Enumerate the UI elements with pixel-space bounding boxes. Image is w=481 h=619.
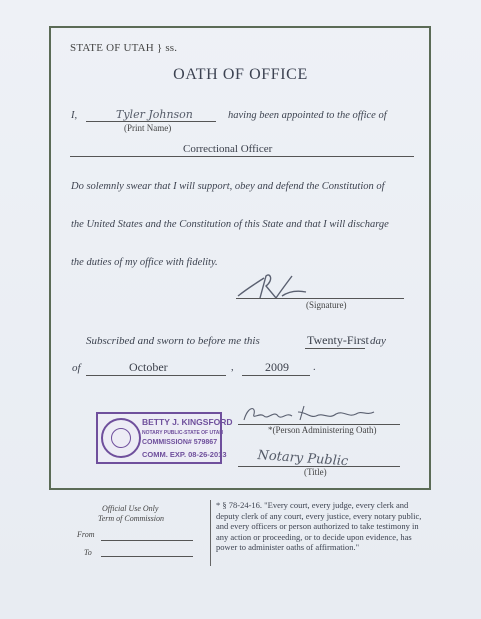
year-period: . — [313, 362, 316, 373]
stamp-line-1: NOTARY PUBLIC-STATE OF UTAH — [142, 430, 224, 436]
year-underline — [242, 375, 310, 376]
to-underline[interactable] — [101, 556, 193, 557]
stamp-name: BETTY J. KINGSFORD — [142, 417, 233, 427]
sworn-day: Twenty-First — [307, 333, 369, 347]
oath-line-2: the United States and the Constitution of this State and that I will discharge — [71, 219, 389, 230]
sworn-intro: Subscribed and sworn to before me this — [86, 335, 260, 347]
stamp-line-2: COMMISSION# 579867 — [142, 439, 218, 446]
oath-line-1: Do solemnly swear that I will support, obey and defend the Constitution of — [71, 181, 385, 192]
name-caption: (Print Name) — [124, 123, 172, 133]
sworn-month: October — [129, 360, 168, 374]
office-underline — [70, 156, 414, 157]
notary-title-handwritten: Notary Public — [256, 448, 349, 470]
of-word: of — [72, 362, 81, 374]
official-use-label: Official Use Only — [102, 504, 159, 513]
signature-underline — [236, 298, 404, 299]
from-label: From — [77, 530, 95, 539]
notary-seal-icon — [101, 418, 141, 458]
notary-stamp — [96, 412, 233, 464]
document-title: OATH OF OFFICE — [173, 66, 308, 83]
month-underline — [86, 375, 226, 376]
day-underline — [305, 348, 365, 349]
stamp-line-3: COMM. EXP. 08-26-2013 — [142, 450, 227, 459]
month-comma: , — [231, 362, 234, 373]
state-line: STATE OF UTAH } ss. — [70, 42, 178, 54]
to-label: To — [84, 548, 92, 557]
footer-divider — [210, 500, 211, 566]
day-word: day — [370, 335, 386, 347]
from-underline[interactable] — [101, 540, 193, 541]
appointed-text: having been appointed to the office of — [228, 110, 387, 121]
statute-text: * § 78-24-16. "Every court, every judge, every clerk and deputy clerk of any court, every justice, every notary public, and every officers or person authorized to take testimony in any action or proceeding, or to decide upon evidence, has power to administer oaths of affirmation." — [216, 500, 422, 552]
administering-caption: *(Person Administering Oath) — [268, 425, 377, 435]
name-underline — [86, 121, 216, 122]
printed-name: Tyler Johnson — [116, 108, 193, 121]
signature-caption: (Signature) — [306, 300, 347, 310]
term-label: Term of Commission — [98, 514, 164, 523]
office-name: Correctional Officer — [183, 143, 273, 155]
administrator-signature-mark — [240, 402, 380, 426]
sworn-year: 2009 — [265, 360, 289, 374]
pronoun-label: I, — [71, 110, 78, 121]
oath-line-3: the duties of my office with fidelity. — [71, 257, 218, 268]
title-caption: (Title) — [304, 467, 327, 477]
